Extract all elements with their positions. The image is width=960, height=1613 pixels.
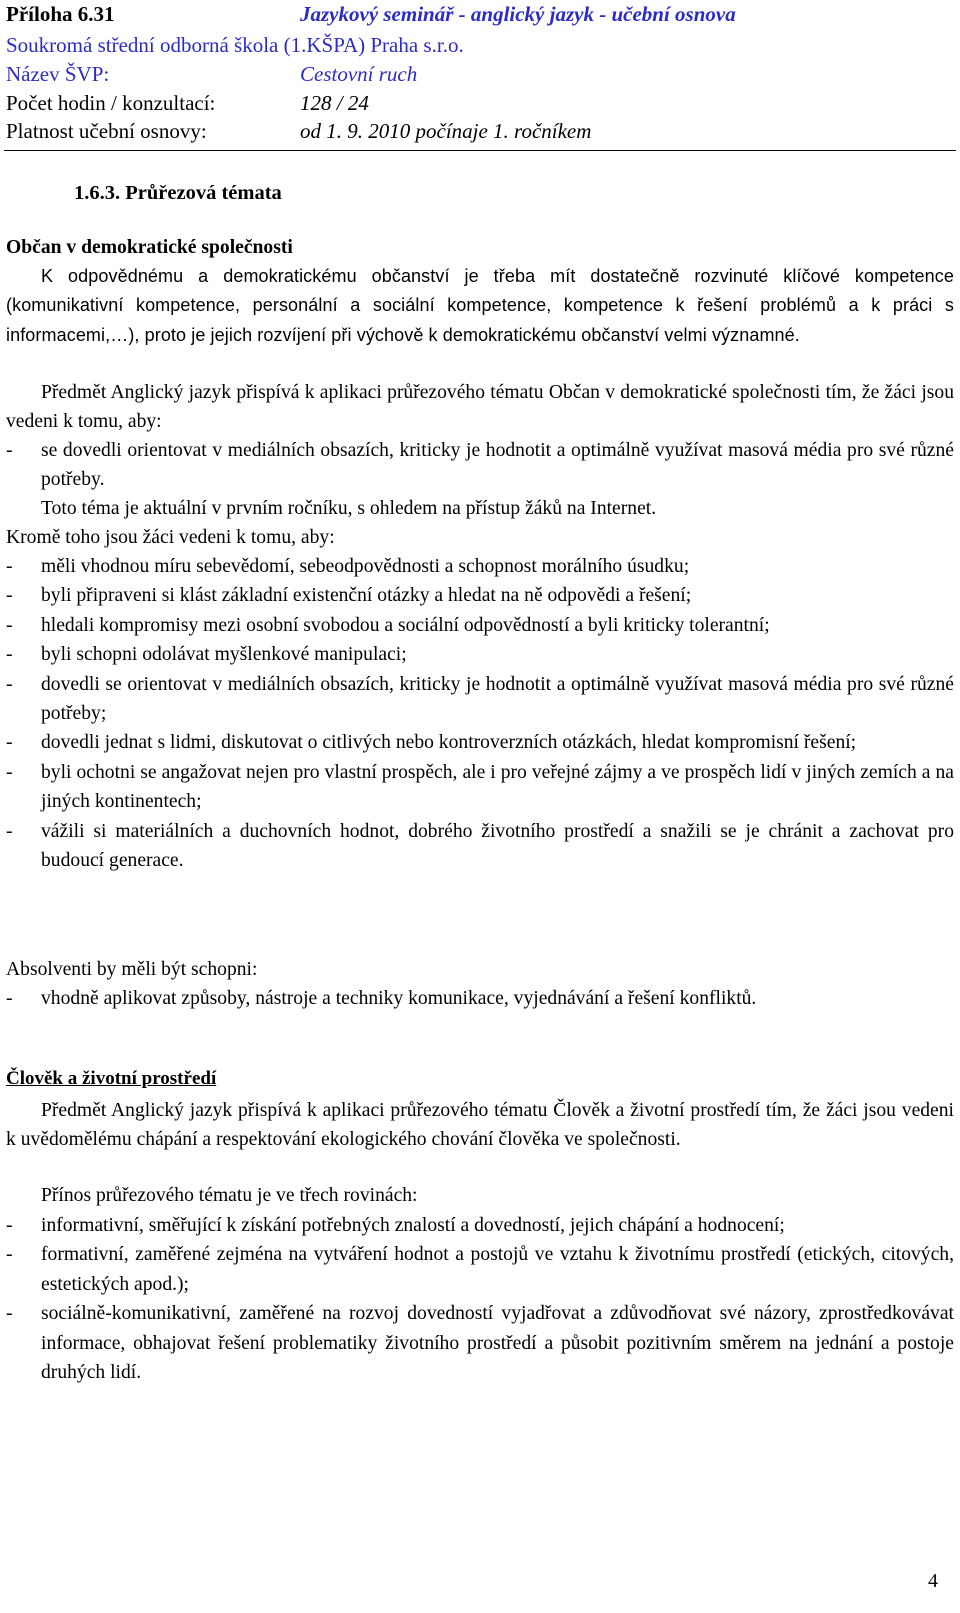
citizen-list-1 bbox=[6, 436, 954, 495]
syllabus-title: Jazykový seminář - anglický jazyk - učební osnova bbox=[300, 2, 736, 26]
list-item: - vhodně aplikovat způsoby, nástroje a techniky komunikace, vyjednávání a řešení konfliktů. bbox=[6, 988, 757, 1009]
environment-levels-intro: Přínos průřezového tématu je ve třech rovinách: bbox=[41, 1185, 418, 1206]
environment-levels-list bbox=[6, 1211, 954, 1387]
list-item: - dovedli jednat s lidmi, diskutovat o citlivých nebo kontroverzních otázkách, hledat kompromisní řešení; bbox=[6, 732, 857, 754]
header-row-1 bbox=[6, 0, 946, 30]
header-divider bbox=[4, 150, 956, 151]
environment-heading: Člověk a životní prostředí bbox=[6, 1068, 217, 1089]
page-number: 4 bbox=[928, 1570, 938, 1592]
citizen-graduates: Absolventi by měli být schopni: bbox=[6, 959, 258, 980]
citizen-intro: K odpovědnému a demokratickému občanství je třeba mít dostatečně rozvinuté klíčové kompetence (komunikativní kompetence, personální a sociální kompetence, kompetence k řešení problémů a k práci s informacemi,…), proto je jejich rozvíjení při výchově k demokratickému občanství velmi významné. bbox=[6, 266, 954, 345]
citizen-heading: Občan v demokratické společnosti bbox=[6, 237, 293, 258]
environment-contribution: Předmět Anglický jazyk přispívá k aplikaci průřezového tématu Člověk a životní prostředí tím, že žáci jsou vedeni k uvědomělému chápání a respektování ekologického chování člověka ve společnosti. bbox=[6, 1100, 954, 1151]
citizen-moreover: Kromě toho jsou žáci vedeni k tomu, aby: bbox=[6, 527, 335, 548]
school-name: Soukromá střední odborná škola (1.KŠPA) Praha s.r.o. bbox=[6, 33, 464, 57]
citizen-list-3 bbox=[6, 984, 954, 1013]
list-item: - se dovedli orientovat v mediálních obsazích, kriticky je hodnotit a optimálně využívat masová média pro své různé potřeby. bbox=[6, 440, 954, 491]
list-item: - formativní, zaměřené zejména na vytváření hodnot a postojů ve vztahu k životnímu prostředí (etických, citových, estetických apod.); bbox=[6, 1244, 954, 1295]
validity-label: Platnost učební osnovy: bbox=[6, 119, 207, 143]
list-item: - byli připraveni si klást základní existenční otázky a hledat na ně odpovědi a řešení; bbox=[6, 585, 692, 607]
validity-value: od 1. 9. 2010 počínaje 1. ročníkem bbox=[300, 119, 592, 143]
hours-label: Počet hodin / konzultací: bbox=[6, 91, 216, 115]
appendix-label: Příloha 6.31 bbox=[6, 2, 115, 26]
program-value: Cestovní ruch bbox=[300, 62, 418, 86]
citizen-contribution: Předmět Anglický jazyk přispívá k aplikaci průřezového tématu Občan v demokratické společnosti tím, že žáci jsou vedeni k tomu, aby: bbox=[6, 382, 954, 433]
list-item: - měli vhodnou míru sebevědomí, sebeodpovědnosti a schopnost morálního úsudku; bbox=[6, 556, 690, 577]
citizen-list-2 bbox=[6, 552, 954, 875]
header-school bbox=[6, 33, 946, 58]
section-title: 1.6.3. Průřezová témata bbox=[74, 182, 282, 204]
program-label: Název ŠVP: bbox=[6, 62, 110, 86]
hours-value: 128 / 24 bbox=[300, 91, 369, 115]
list-item: - dovedli se orientovat v mediálních obsazích, kriticky je hodnotit a optimálně využívat masová média pro své různé potřeby; bbox=[6, 673, 954, 725]
list-item: - sociálně-komunikativní, zaměřené na rozvoj dovedností vyjadřovat a zdůvodňovat své názory, zprostředkovávat informace, obhajovat řešení problematiky životního prostředí a působit pozitivním směrem na jednání a postoje druhých lidí. bbox=[6, 1303, 954, 1384]
citizen-note: Toto téma je aktuální v prvním ročníku, s ohledem na přístup žáků na Internet. bbox=[41, 498, 657, 519]
list-item: - hledali kompromisy mezi osobní svobodou a sociální odpovědností a byli kriticky tolerantní; bbox=[6, 614, 770, 636]
list-item: - byli ochotni se angažovat nejen pro vlastní prospěch, ale i pro veřejné zájmy a ve prospěch lidí v jiných zemích a na jiných kontinentech; bbox=[6, 761, 954, 813]
list-item: - vážili si materiálních a duchovních hodnot, dobrého životního prostředí a snažili se je chránit a zachovat pro budoucí generace. bbox=[6, 820, 954, 872]
list-item: - informativní, směřující k získání potřebných znalostí a dovedností, jejich chápání a hodnocení; bbox=[6, 1215, 785, 1236]
list-item: - byli schopni odolávat myšlenkové manipulaci; bbox=[6, 644, 407, 666]
